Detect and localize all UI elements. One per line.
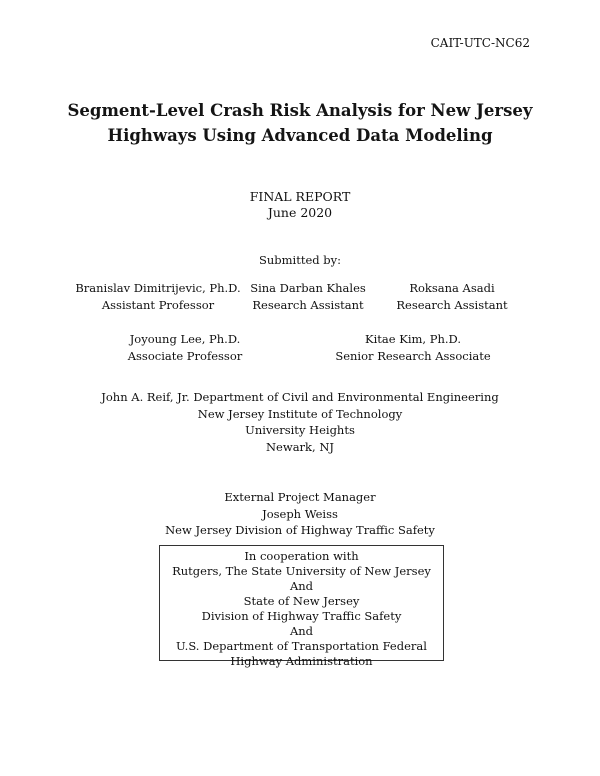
author-name: Joyoung Lee, Ph.D. [129,332,241,346]
institute: New Jersey Institute of Technology [197,406,403,421]
affiliation [0,389,600,455]
report-date: June 2020 [267,205,333,220]
manager-organization: New Jersey Division of Highway Traffic Safety [165,523,435,537]
author-name: Kitae Kim, Ph.D. [365,332,461,346]
cooperation-line: Division of Highway Traffic Safety [201,609,402,623]
author-block [238,280,378,313]
department: John A. Reif, Jr. Department of Civil and Environmental Engineering [101,390,499,404]
report-title [0,98,600,148]
report-type: FINAL REPORT [249,189,351,204]
campus: University Heights [245,423,355,437]
cooperation-line: Rutgers, The State University of New Jersey And [172,564,431,593]
author-name: Roksana Asadi [409,281,495,295]
author-role: Research Assistant [252,297,364,312]
title-line-1: Segment-Level Crash Risk Analysis for New Jersey [67,101,533,120]
manager-name: Joseph Weiss [262,506,338,521]
cooperation-box [159,545,444,668]
manager-label: External Project Manager [224,490,376,504]
author-block [68,280,248,313]
author-role: Assistant Professor [101,297,215,312]
cooperation-line: Highway Administration [230,654,373,668]
submitted-by-label: Submitted by: [258,253,342,267]
author-name: Branislav Dimitrijevic, Ph.D. [75,281,241,295]
project-manager [0,489,600,539]
author-role: Research Assistant [396,297,508,312]
cooperation-line: U.S. Department of Transportation Federal [176,639,427,653]
author-block [387,280,517,313]
cooperation-line: And [289,624,314,638]
title-line-2: Highways Using Advanced Data Modeling [107,126,493,145]
cooperation-line: State of New Jersey [243,594,360,608]
author-block [110,331,260,364]
author-name: Sina Darban Khales [250,281,366,295]
cooperation-line: In cooperation with [244,549,359,563]
author-role: Senior Research Associate [335,348,491,363]
city: Newark, NJ [265,439,335,454]
report-type-block [0,189,600,221]
author-role: Associate Professor [127,348,243,363]
report-id: CAIT-UTC-NC62 [430,36,530,50]
author-block [328,331,498,364]
